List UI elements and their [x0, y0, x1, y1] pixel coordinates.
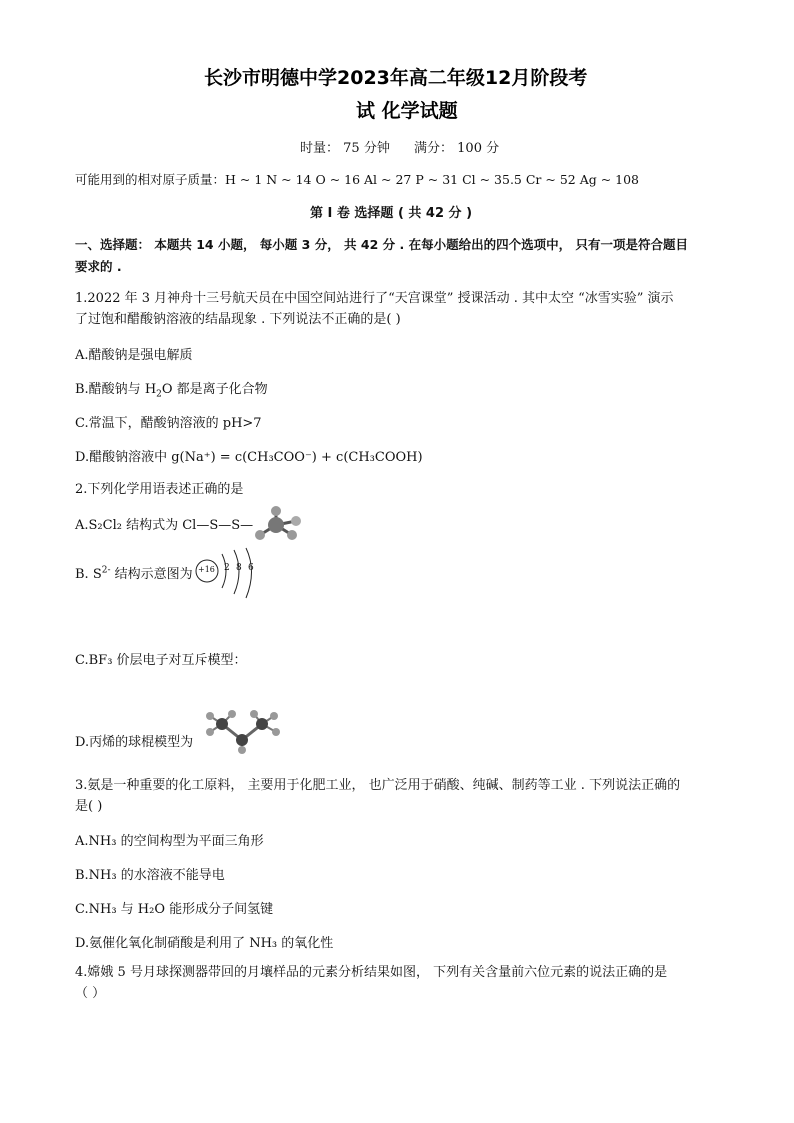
score-value: 100 分 [457, 141, 500, 156]
q1-stem-line1: 1.2022 年 3 月神舟十三号航天员在中国空间站进行了“天宫课堂” 授课活动 . 其中太空 “冰雪实验” 演示 [75, 291, 674, 306]
page-title-line1: 长沙市明德中学2023年高二年级12月阶段考 [204, 67, 588, 89]
q1-option-b-post: O 都是离子化合物 [161, 382, 268, 397]
q2-b-shell3: 6 [248, 563, 254, 573]
q3-option-d: D.氨催化氧化制硝酸是利用了 NH₃ 的氧化性 [75, 936, 334, 951]
q2-d-propene-model [202, 710, 284, 754]
section-heading: 第 I 卷 选择题 ( 共 42 分 ) [310, 206, 473, 221]
q2-b-nucleus-label: +16 [198, 565, 215, 574]
q2-stem: 2.下列化学用语表述正确的是 [75, 482, 244, 497]
q3-stem-line1: 3.氨是一种重要的化工原料， 主要用于化肥工业， 也广泛用于硝酸、纯碱、制药等工业 . 下列说法正确的 [75, 778, 681, 793]
q3-stem-line2: 是( ) [75, 799, 103, 814]
q2-option-b-post: 结构示意图为 [110, 567, 193, 582]
q4-stem-line2: （ ） [75, 986, 106, 1001]
q1-option-d: D.醋酸钠溶液中 g(Na⁺) = c(CH₃COO⁻) + c(CH₃COOH) [75, 450, 423, 465]
time-label: 时量： [300, 141, 340, 156]
q2-a-molecule-image [248, 505, 304, 545]
q4-stem-line1: 4.嫦娥 5 号月球探测器带回的月壤样品的元素分析结果如图， 下列有关含量前六位元素的说法正确的是 [75, 965, 668, 980]
exam-time [300, 137, 390, 156]
q2-option-d: D.丙烯的球棍模型为 [75, 735, 194, 750]
atomic-masses: 可能用到的相对原子质量：H ~ 1 N ~ 14 O ~ 16 Al ~ 27 P ~ 31 Cl ~ 35.5 Cr ~ 52 Ag ~ 108 [75, 172, 640, 187]
q1-option-b [75, 378, 268, 400]
instruction-line1: 一、选择题： 本题共 14 小题， 每小题 3 分， 共 42 分 . 在每小题给出的四个选项中， 只有一项是符合题目 [75, 237, 688, 252]
time-value: 75 分钟 [343, 141, 390, 156]
q3-option-a: A.NH₃ 的空间构型为平面三角形 [75, 834, 264, 849]
q1-option-a: A.醋酸钠是强电解质 [75, 348, 193, 363]
q1-option-c: C.常温下，醋酸钠溶液的 pH>7 [75, 416, 262, 431]
q3-option-b: B.NH₃ 的水溶液不能导电 [75, 868, 225, 883]
q2-option-c: C.BF₃ 价层电子对互斥模型： [75, 653, 247, 668]
q1-stem-line2: 了过饱和醋酸钠溶液的结晶现象 . 下列说法不正确的是( ) [75, 312, 401, 327]
q2-option-b-sup: 2- [101, 565, 111, 576]
q2-b-shell2: 8 [236, 563, 242, 573]
q1-option-b-pre: B.醋酸钠与 H [75, 382, 157, 397]
score-label: 满分： [414, 141, 454, 156]
q2-option-b [75, 563, 193, 582]
instruction-line2: 要求的 . [75, 259, 122, 274]
q2-b-atom-diagram [194, 548, 264, 598]
q2-option-b-pre: B. S [75, 567, 102, 582]
q1-option-b-sub: 2 [156, 389, 162, 400]
q2-b-shell1: 2 [224, 563, 230, 573]
exam-score [414, 137, 499, 156]
q3-option-c: C.NH₃ 与 H₂O 能形成分子间氢键 [75, 902, 274, 917]
page-title-line2: 试 化学试题 [356, 100, 458, 122]
q2-option-a: A.S₂Cl₂ 结构式为 Cl—S—S— [75, 518, 254, 533]
